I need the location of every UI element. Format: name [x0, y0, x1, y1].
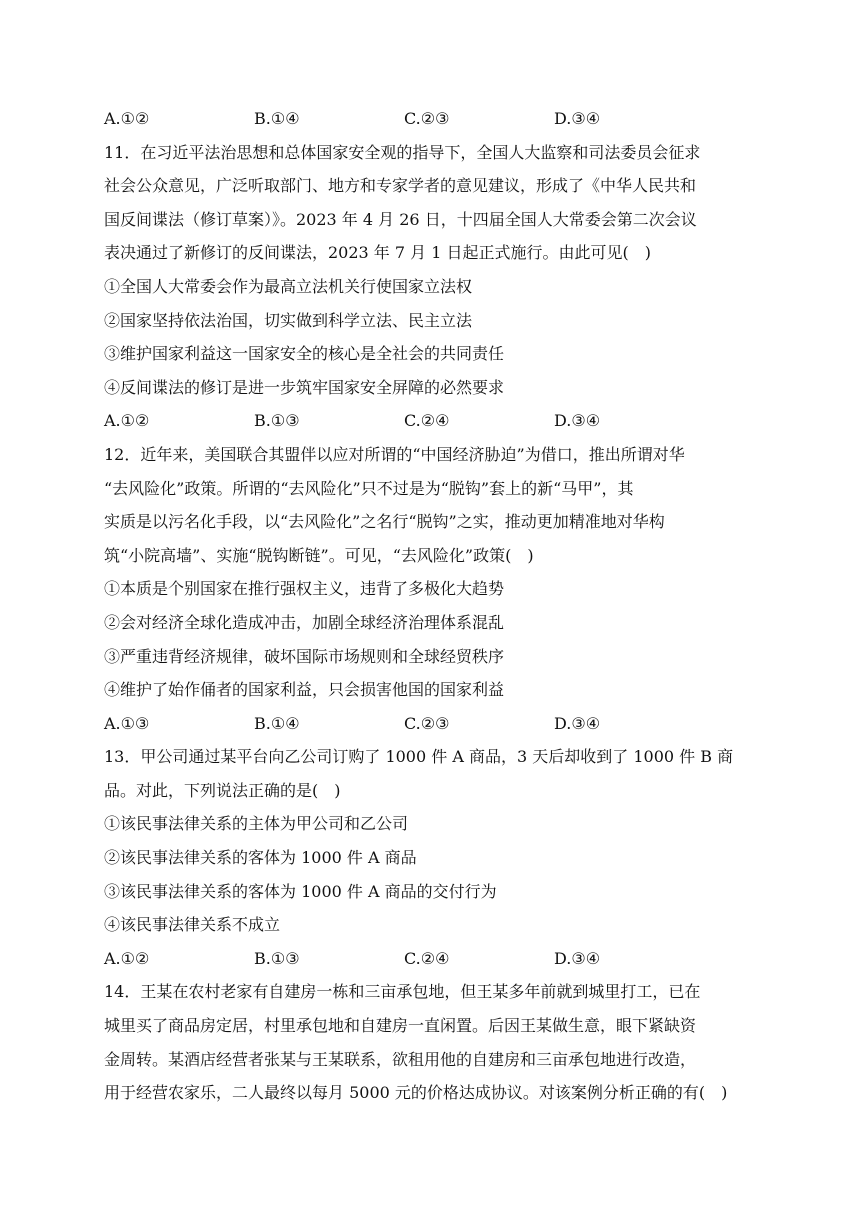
- question-text-line: 城里买了商品房定居，村里承包地和自建房一直闲置。后因王某做生意，眼下紧缺资: [104, 1016, 697, 1036]
- question-stem: 13．甲公司通过某平台向乙公司订购了 1000 件 A 商品，3 天后却收到了 1000 件 B 商: [104, 747, 734, 767]
- answer-option: A.①②: [104, 948, 150, 968]
- answer-option: C.②③: [404, 109, 450, 128]
- question-text-line: 筑“小院高墙”、实施“脱钩断链”。可见，“去风险化”政策( ): [104, 545, 534, 565]
- question-text-line: 用于经营农家乐，二人最终以每月 5000 元的价格达成协议。对该案例分析正确的有( ): [104, 1083, 728, 1103]
- statement-item: ④反间谍法的修订是进一步筑牢国家安全屏障的必然要求: [104, 377, 505, 397]
- statement-item: ②该民事法律关系的客体为 1000 件 A 商品: [104, 848, 417, 868]
- answer-option: B.①④: [254, 109, 300, 128]
- answer-option: D.③④: [554, 713, 601, 733]
- statement-item: ②会对经济全球化造成冲击，加剧全球经济治理体系混乱: [104, 612, 505, 632]
- question-text-line: 社会公众意见，广泛听取部门、地方和专家学者的意见建议，形成了《中华人民共和: [104, 176, 697, 196]
- answer-option: C.②③: [404, 713, 450, 733]
- answer-option: A.①②: [104, 411, 150, 431]
- statement-item: ④维护了始作俑者的国家利益，只会损害他国的国家利益: [104, 680, 505, 700]
- answer-option: D.③④: [554, 109, 601, 128]
- answer-options: [104, 404, 764, 438]
- statement-item: ①该民事法律关系的主体为甲公司和乙公司: [104, 814, 409, 834]
- answer-option: B.①③: [254, 948, 300, 968]
- question-text-line: “去风险化”政策。所谓的“去风险化”只不过是为“脱钩”套上的新“马甲”，其: [104, 478, 634, 498]
- question-text-line: 品。对此，下列说法正确的是( ): [104, 780, 341, 800]
- question-stem: 12．近年来，美国联合其盟伴以应对所谓的“中国经济胁迫”为借口，推出所谓对华: [104, 444, 685, 464]
- statement-item: ②国家坚持依法治国，切实做到科学立法、民主立法: [104, 310, 473, 330]
- question-text-line: 表决通过了新修订的反间谍法，2023 年 7 月 1 日起正式施行。由此可见( ): [104, 243, 651, 263]
- question-text-line: 金周转。某酒店经营者张某与王某联系，欲租用他的自建房和三亩承包地进行改造，: [104, 1049, 697, 1069]
- statement-item: ④该民事法律关系不成立: [104, 915, 281, 935]
- answer-option: D.③④: [554, 948, 601, 968]
- statement-item: ③该民事法律关系的客体为 1000 件 A 商品的交付行为: [104, 881, 497, 901]
- answer-option: C.②④: [404, 948, 450, 968]
- question-text-line: 实质是以污名化手段，以“去风险化”之名行“脱钩”之实，推动更加精准地对华构: [104, 512, 665, 532]
- statement-item: ①全国人大常委会作为最高立法机关行使国家立法权: [104, 276, 473, 296]
- answer-option: A.①②: [104, 109, 150, 128]
- question-stem: 11．在习近平法治思想和总体国家安全观的指导下，全国人大监察和司法委员会征求: [104, 142, 701, 162]
- document-body: [104, 102, 764, 1110]
- answer-options: [104, 102, 764, 136]
- question-stem: 14．王某在农村老家有自建房一栋和三亩承包地，但王某多年前就到城里打工，已在: [104, 982, 701, 1002]
- statement-item: ③维护国家利益这一国家安全的核心是全社会的共同责任: [104, 344, 505, 364]
- answer-option: B.①④: [254, 713, 300, 733]
- answer-option: C.②④: [404, 411, 450, 431]
- answer-options: [104, 942, 764, 976]
- answer-option: A.①③: [104, 713, 150, 733]
- question-text-line: 国反间谍法（修订草案）》。2023 年 4 月 26 日，十四届全国人大常委会第二次会议: [104, 209, 697, 229]
- statement-item: ①本质是个别国家在推行强权主义，违背了多极化大趋势: [104, 579, 505, 599]
- answer-options: [104, 707, 764, 741]
- statement-item: ③严重违背经济规律，破坏国际市场规则和全球经贸秩序: [104, 646, 505, 666]
- answer-option: D.③④: [554, 411, 601, 431]
- answer-option: B.①③: [254, 411, 300, 431]
